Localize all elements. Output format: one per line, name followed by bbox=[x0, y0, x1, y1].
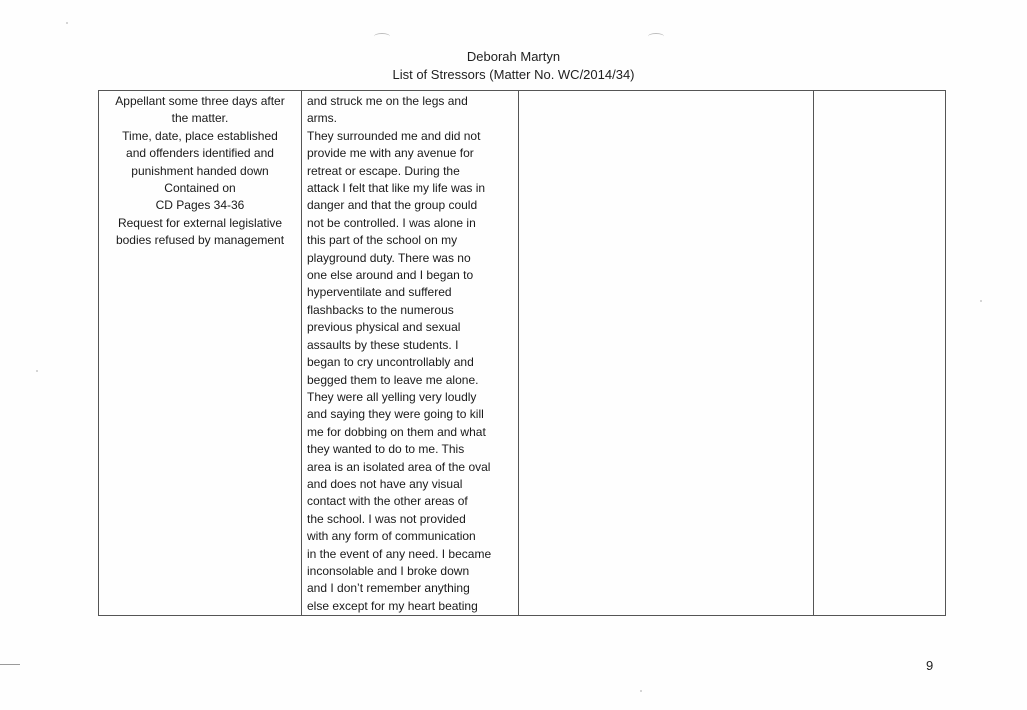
cell-text-line: playground duty. There was no bbox=[307, 250, 471, 265]
cell-text-line: the school. I was not provided bbox=[307, 511, 466, 526]
cell-text-line: Appellant some three days after bbox=[115, 94, 285, 108]
cell-text-line: hyperventilate and suffered bbox=[307, 285, 452, 300]
cell-text-line: me for dobbing on them and what bbox=[307, 424, 486, 439]
cell-text-line: and does not have any visual bbox=[307, 476, 463, 491]
document-title: List of Stressors (Matter No. WC/2014/34) bbox=[392, 67, 635, 82]
cell-text-line: CD Pages 34-36 bbox=[155, 198, 245, 213]
stressors-table bbox=[98, 90, 946, 616]
cell-text-line: one else around and I began to bbox=[307, 268, 474, 283]
scan-artifact-mark bbox=[648, 33, 664, 40]
cell-text-line: Contained on bbox=[164, 181, 236, 196]
scan-speck bbox=[66, 22, 68, 24]
cell-text-line: Request for external legislative bbox=[117, 215, 283, 230]
cell-text-line: begged them to leave me alone. bbox=[307, 372, 479, 387]
cell-text-line: previous physical and sexual bbox=[307, 320, 461, 335]
cell-text-line: area is an isolated area of the oval bbox=[307, 459, 491, 474]
document-author: Deborah Martyn bbox=[466, 49, 561, 64]
margin-rule bbox=[0, 664, 20, 665]
table-row bbox=[99, 91, 946, 616]
table-cell-details bbox=[99, 91, 302, 616]
table-cell-empty bbox=[519, 91, 814, 616]
cell-text-line: they wanted to do to me. This bbox=[307, 442, 465, 457]
cell-text-line: punishment handed down bbox=[131, 163, 269, 178]
cell-text-line: provide me with any avenue for bbox=[307, 146, 474, 161]
page-number: 9 bbox=[926, 658, 934, 673]
cell-text-line: and struck me on the legs and bbox=[307, 94, 468, 108]
cell-text-line: contact with the other areas of bbox=[307, 494, 468, 509]
cell-text-line: assaults by these students. I bbox=[307, 337, 459, 352]
cell-text-line: They were all yelling very loudly bbox=[307, 389, 477, 404]
cell-text-line: arms. bbox=[307, 111, 337, 126]
cell-text-line: retreat or escape. During the bbox=[307, 163, 460, 178]
scan-speck bbox=[640, 690, 642, 692]
table-cell-statement bbox=[302, 91, 519, 616]
cell-text-line: danger and that the group could bbox=[307, 198, 478, 213]
cell-text-line: bodies refused by management bbox=[115, 233, 285, 248]
cell-text-line: flashbacks to the numerous bbox=[307, 302, 454, 317]
cell-text-line: attack I felt that like my life was in bbox=[307, 181, 486, 196]
cell-text-line: They surrounded me and did not bbox=[307, 128, 481, 143]
cell-text-line: else except for my heart beating bbox=[307, 598, 478, 613]
cell-text-line: in the event of any need. I became bbox=[307, 546, 492, 561]
cell-text-line: with any form of communication bbox=[307, 529, 476, 544]
scan-speck bbox=[980, 300, 982, 302]
cell-text-line: and I don’t remember anything bbox=[307, 581, 470, 596]
table-cell-empty bbox=[814, 91, 946, 616]
cell-text-line: the matter. bbox=[171, 111, 229, 126]
scan-speck bbox=[36, 370, 38, 372]
cell-text-line: inconsolable and I broke down bbox=[307, 563, 470, 578]
cell-text-line: this part of the school on my bbox=[307, 233, 458, 248]
cell-text-line: not be controlled. I was alone in bbox=[307, 215, 476, 230]
cell-text-line: began to cry uncontrollably and bbox=[307, 355, 474, 370]
scan-artifact-mark bbox=[374, 33, 390, 40]
cell-text-line: and offenders identified and bbox=[126, 146, 274, 161]
cell-text-line: Time, date, place established bbox=[122, 128, 278, 143]
cell-text-line: and saying they were going to kill bbox=[307, 407, 484, 422]
